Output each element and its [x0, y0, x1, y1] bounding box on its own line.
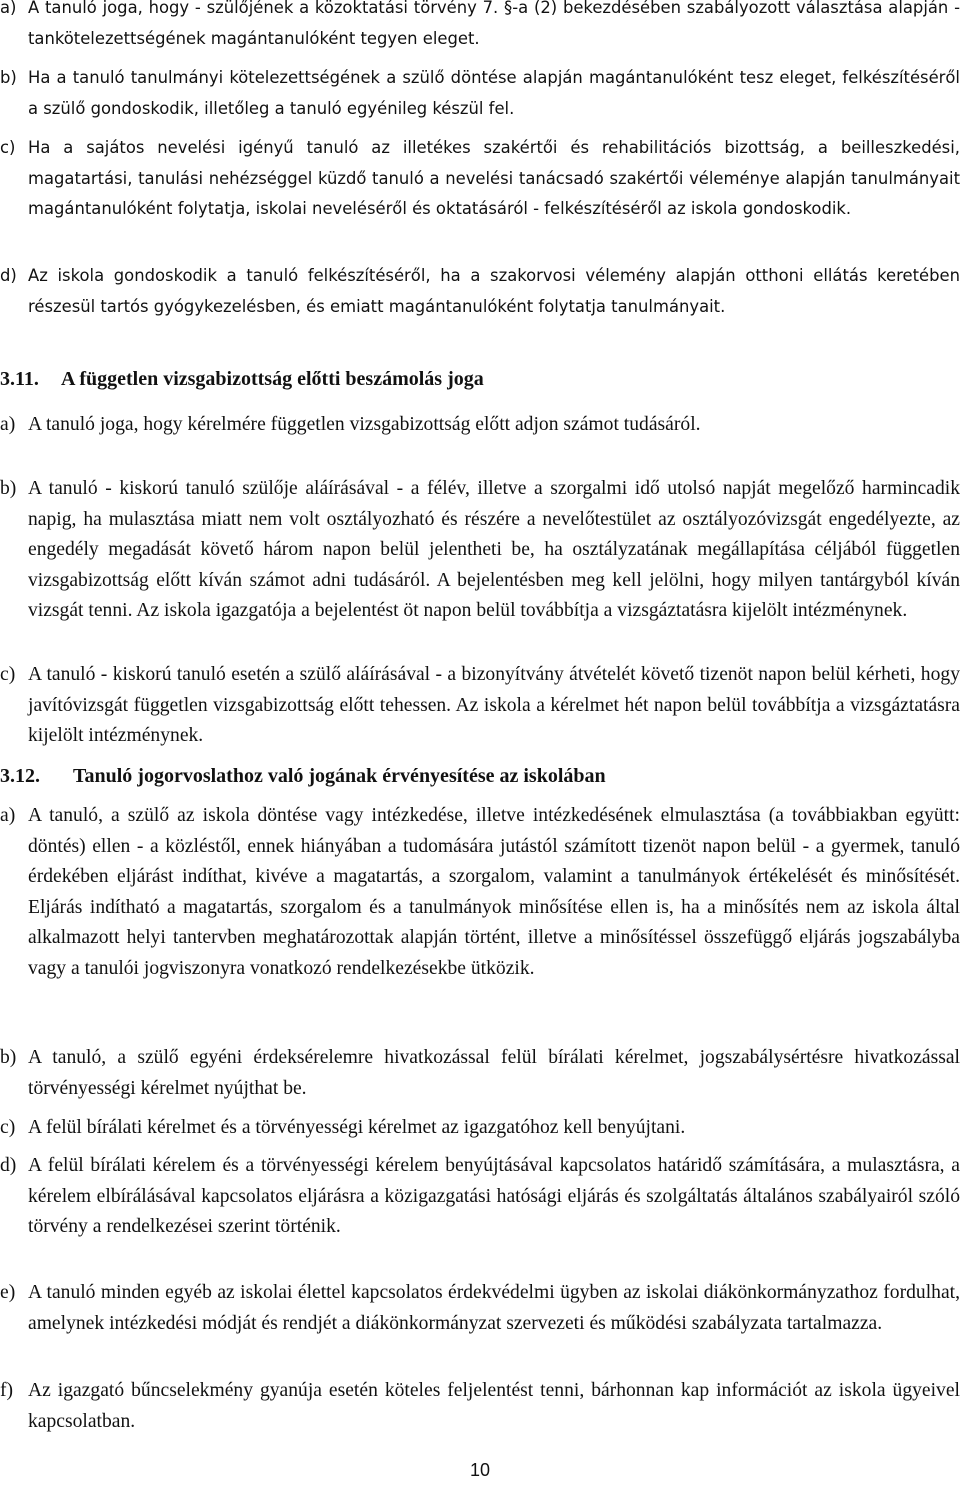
- item-label: a): [0, 0, 17, 17]
- list-item: [0, 1113, 960, 1144]
- item-text: A tanuló, a szülő egyéni érdeksérelemre hivatkozással felül bírálati kérelmet, jogszabálysértésre hivatkozással törvényességi kérelmet nyújthat be.: [28, 1047, 960, 1099]
- list-item: [0, 410, 960, 441]
- item-label: e): [0, 1282, 16, 1303]
- list-item: [0, 1376, 960, 1437]
- item-label: c): [0, 664, 16, 685]
- list-item: [0, 474, 960, 627]
- list-item: [0, 0, 960, 54]
- item-text: A tanuló - kiskorú tanuló szülője aláírásával - a félév, illetve a szorgalmi idő utolsó napját megelőző harmincadik napig, ha mulasztása miatt nem volt osztályozható és részére a nevelőtestület az osztályozóvizsgát engedélyezte, az engedély megadását követő három napon belül jelentheti be, ha osztályzatának megállapítása céljából független vizsgabizottság előtt kíván számot adni tudásáról. A bejelentésben meg kell jelölni, hogy milyen tantárgyból kíván vizsgát tenni. Az iskola igazgatója a bejelentést öt napon belül továbbítja a vizsgáztatásra kijelölt intézménynek.: [28, 478, 960, 621]
- list-item: [0, 133, 960, 225]
- page-number: 10: [469, 1460, 491, 1480]
- item-text: A tanuló minden egyéb az iskolai élettel kapcsolatos érdekvédelmi ügyben az iskolai diákönkormányzathoz fordulhat, amelynek intézkedési módját és rendjét a diákönkormányzat szervezeti és működési szabályzata tartalmazza.: [28, 1282, 960, 1334]
- item-label: f): [0, 1380, 14, 1401]
- section-number: 3.11.: [0, 368, 39, 390]
- item-label: a): [0, 414, 16, 435]
- item-text: Ha a sajátos nevelési igényű tanuló az illetékes szakértői és rehabilitációs bizottság, a beilleszkedési, magatartási, tanulási nehézséggel küzdő tanuló a nevelési tanácsadó szakértői véleménye alapján tanulmányait magántanulóként folytatja, iskolai neveléséről és oktatásáról - felkészítéséről az iskola gondoskodik.: [28, 138, 960, 218]
- item-text: A tanuló - kiskorú tanuló esetén a szülő aláírásával - a bizonyítvány átvételét követő tizenöt napon belül kérheti, hogy javítóvizsgát független vizsgabizottság előtt tehessen. Az iskola a kérelmet hét napon belül továbbítja a vizsgáztatásra kijelölt intézménynek.: [28, 664, 960, 746]
- list-item: [0, 1151, 960, 1243]
- section-heading-3-11: [0, 364, 484, 394]
- item-text: A felül bírálati kérelmet és a törvényességi kérelmet az igazgatóhoz kell benyújtani.: [28, 1117, 686, 1138]
- item-label: d): [0, 1155, 17, 1176]
- list-item: [0, 63, 960, 124]
- item-text: A tanuló, a szülő az iskola döntése vagy intézkedése, illetve intézkedésének elmulasztása (a továbbiakban együtt: döntés) ellen - a közléstől, ennek hiányában a tudomására jutástól számított tizenöt napon belül - a gyermek, tanuló érdekében eljárást indíthat, kivéve a magatartás, a szorgalom, valamint a tanulmányok értékelését és minősítését. Eljárás indítható a magatartás, szorgalom és a tanulmányok minősítése ellen is, ha a minősítés nem az iskola által alkalmazott helyi tantervben meghatározottak alapján történt, illetve a minősítéssel összefüggő eljárás jogszabályba vagy a tanulói jogviszonyra vonatkozó rendelkezésekbe ütközik.: [28, 805, 960, 979]
- list-item: [0, 261, 960, 322]
- section-number: 3.12.: [0, 765, 40, 787]
- list-item: [0, 1278, 960, 1339]
- item-text: Az igazgató bűncselekmény gyanúja esetén köteles feljelentést tenni, bárhonnan kap információt az iskola ügyeivel kapcsolatban.: [28, 1380, 960, 1432]
- item-text: Ha a tanuló tanulmányi kötelezettségének a szülő döntése alapján magántanulóként tesz eleget, felkészítéséről a szülő gondoskodik, illetőleg a tanuló egyénileg készül fel.: [28, 68, 960, 118]
- list-item: [0, 801, 960, 984]
- item-text: A tanuló joga, hogy - szülőjének a közoktatási törvény 7. §-a (2) bekezdésében szabályozott választása alapján - tankötelezettségének magántanulóként tegyen eleget.: [28, 0, 960, 48]
- item-label: d): [0, 266, 17, 285]
- section-heading-3-12: [0, 761, 606, 791]
- item-label: b): [0, 68, 17, 87]
- list-item: [0, 660, 960, 752]
- item-label: c): [0, 138, 16, 157]
- item-text: A tanuló joga, hogy kérelmére független vizsgabizottság előtt adjon számot tudásáról.: [28, 414, 701, 435]
- item-label: b): [0, 478, 17, 499]
- list-item: [0, 1043, 960, 1104]
- item-label: c): [0, 1117, 16, 1138]
- section-title: Tanuló jogorvoslathoz való jogának érvényesítése az iskolában: [73, 765, 606, 787]
- item-label: a): [0, 805, 16, 826]
- item-label: b): [0, 1047, 17, 1068]
- item-text: A felül bírálati kérelem és a törvényességi kérelem benyújtásával kapcsolatos határidő számítására, a mulasztásra, a kérelem elbírálásával kapcsolatos eljárásra a közigazgatási hatósági eljárás és szolgáltatás általános szabályairól szóló törvény a rendelkezései szerint történik.: [28, 1155, 960, 1237]
- section-title: A független vizsgabizottság előtti beszámolás joga: [61, 368, 484, 390]
- item-text: Az iskola gondoskodik a tanuló felkészítéséről, ha a szakorvosi vélemény alapján otthoni ellátás keretében részesül tartós gyógykezelésben, és emiatt magántanulóként folytatja tanulmányait.: [28, 266, 960, 316]
